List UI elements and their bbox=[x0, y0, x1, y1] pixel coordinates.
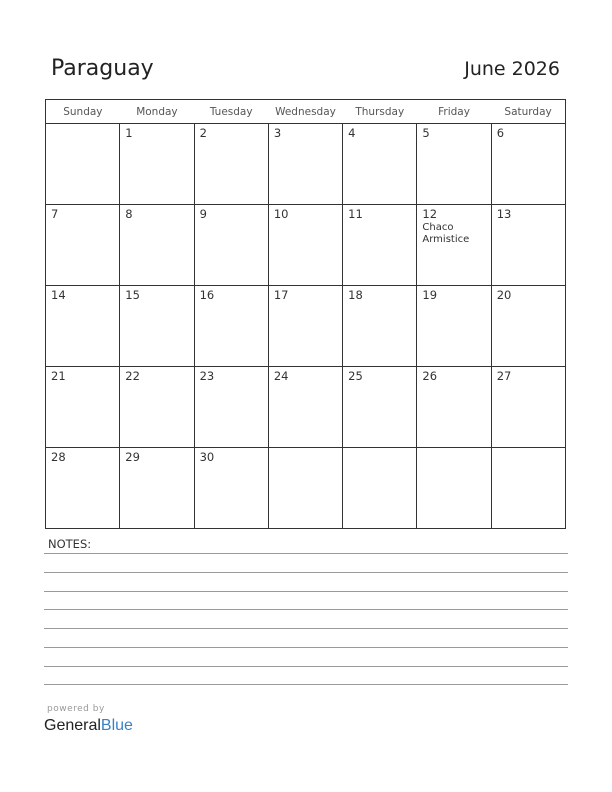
weekday-tuesday: Tuesday bbox=[194, 100, 268, 124]
day-cell bbox=[268, 367, 342, 448]
day-number: 2 bbox=[199, 126, 207, 140]
day-cell bbox=[417, 448, 491, 529]
day-number: 25 bbox=[348, 369, 363, 383]
day-cell bbox=[417, 124, 491, 205]
day-cell bbox=[491, 205, 565, 286]
day-cell bbox=[268, 205, 342, 286]
day-cell bbox=[120, 448, 194, 529]
week-row bbox=[46, 448, 566, 529]
day-number: 20 bbox=[496, 288, 512, 302]
day-number: 17 bbox=[273, 288, 289, 302]
day-cell bbox=[491, 124, 565, 205]
day-cell bbox=[194, 448, 268, 529]
day-cell bbox=[343, 205, 417, 286]
day-number: 10 bbox=[273, 207, 289, 221]
notes-label: NOTES: bbox=[48, 537, 92, 551]
weekday-wednesday: Wednesday bbox=[268, 100, 342, 124]
day-number: 23 bbox=[199, 369, 215, 383]
day-cell bbox=[46, 448, 120, 529]
day-cell bbox=[194, 205, 268, 286]
day-number: 5 bbox=[422, 126, 430, 140]
note-line bbox=[44, 684, 568, 685]
weekday-friday: Friday bbox=[417, 100, 491, 124]
day-cell bbox=[46, 124, 120, 205]
note-line bbox=[44, 628, 568, 629]
day-cell bbox=[120, 205, 194, 286]
brand-general: General bbox=[44, 717, 101, 734]
day-cell bbox=[268, 286, 342, 367]
day-cell bbox=[343, 448, 417, 529]
day-number: 1 bbox=[125, 126, 133, 140]
weekday-header-row bbox=[46, 100, 566, 124]
brand-blue: Blue bbox=[100, 717, 133, 734]
note-line bbox=[44, 609, 568, 610]
day-cell bbox=[343, 367, 417, 448]
weekday-monday: Monday bbox=[120, 100, 194, 124]
week-row bbox=[46, 367, 566, 448]
note-line bbox=[44, 572, 568, 573]
day-number: 28 bbox=[51, 450, 66, 464]
day-number: 14 bbox=[51, 288, 66, 302]
day-cell bbox=[194, 367, 268, 448]
day-cell bbox=[343, 124, 417, 205]
month-year-title: June 2026 bbox=[464, 58, 560, 80]
weekday-sunday: Sunday bbox=[46, 100, 120, 124]
weekday-saturday: Saturday bbox=[491, 100, 565, 124]
day-number: 19 bbox=[422, 288, 438, 302]
week-row bbox=[46, 124, 566, 205]
day-number: 24 bbox=[273, 369, 289, 383]
calendar-body bbox=[46, 124, 566, 529]
note-line bbox=[44, 647, 568, 648]
day-number: 15 bbox=[125, 288, 140, 302]
day-cell bbox=[194, 286, 268, 367]
day-number: 30 bbox=[199, 450, 215, 464]
brand-logo bbox=[44, 717, 133, 735]
powered-by-text: powered by bbox=[47, 704, 105, 714]
holiday-label: Chaco Armistice bbox=[422, 222, 470, 245]
calendar-grid bbox=[45, 99, 566, 529]
day-cell bbox=[491, 367, 565, 448]
week-row bbox=[46, 205, 566, 286]
note-line bbox=[44, 666, 568, 667]
day-number: 8 bbox=[125, 207, 133, 221]
day-cell bbox=[120, 124, 194, 205]
day-number: 7 bbox=[51, 207, 59, 221]
weekday-thursday: Thursday bbox=[343, 100, 417, 124]
day-cell bbox=[491, 286, 565, 367]
day-cell bbox=[343, 286, 417, 367]
day-cell bbox=[46, 286, 120, 367]
day-number: 18 bbox=[348, 288, 363, 302]
day-number: 22 bbox=[125, 369, 140, 383]
day-cell bbox=[491, 448, 565, 529]
day-cell bbox=[417, 286, 491, 367]
day-number: 29 bbox=[125, 450, 140, 464]
day-cell bbox=[194, 124, 268, 205]
day-number: 4 bbox=[348, 126, 356, 140]
day-number: 27 bbox=[496, 369, 512, 383]
day-cell bbox=[46, 205, 120, 286]
day-number: 6 bbox=[496, 126, 505, 140]
day-cell bbox=[417, 367, 491, 448]
day-cell bbox=[268, 124, 342, 205]
note-line bbox=[44, 553, 568, 554]
day-cell bbox=[417, 205, 491, 286]
week-row bbox=[46, 286, 566, 367]
day-number: 11 bbox=[348, 207, 363, 221]
day-number: 13 bbox=[496, 207, 512, 221]
day-number: 16 bbox=[199, 288, 215, 302]
note-line bbox=[44, 591, 568, 592]
day-number: 12 bbox=[422, 207, 438, 221]
day-number: 26 bbox=[422, 369, 438, 383]
day-number: 21 bbox=[51, 369, 66, 383]
country-title: Paraguay bbox=[51, 56, 154, 81]
day-cell bbox=[46, 367, 120, 448]
day-cell bbox=[120, 286, 194, 367]
day-cell bbox=[120, 367, 194, 448]
day-cell bbox=[268, 448, 342, 529]
day-number: 9 bbox=[199, 207, 207, 221]
day-number: 3 bbox=[273, 126, 282, 140]
